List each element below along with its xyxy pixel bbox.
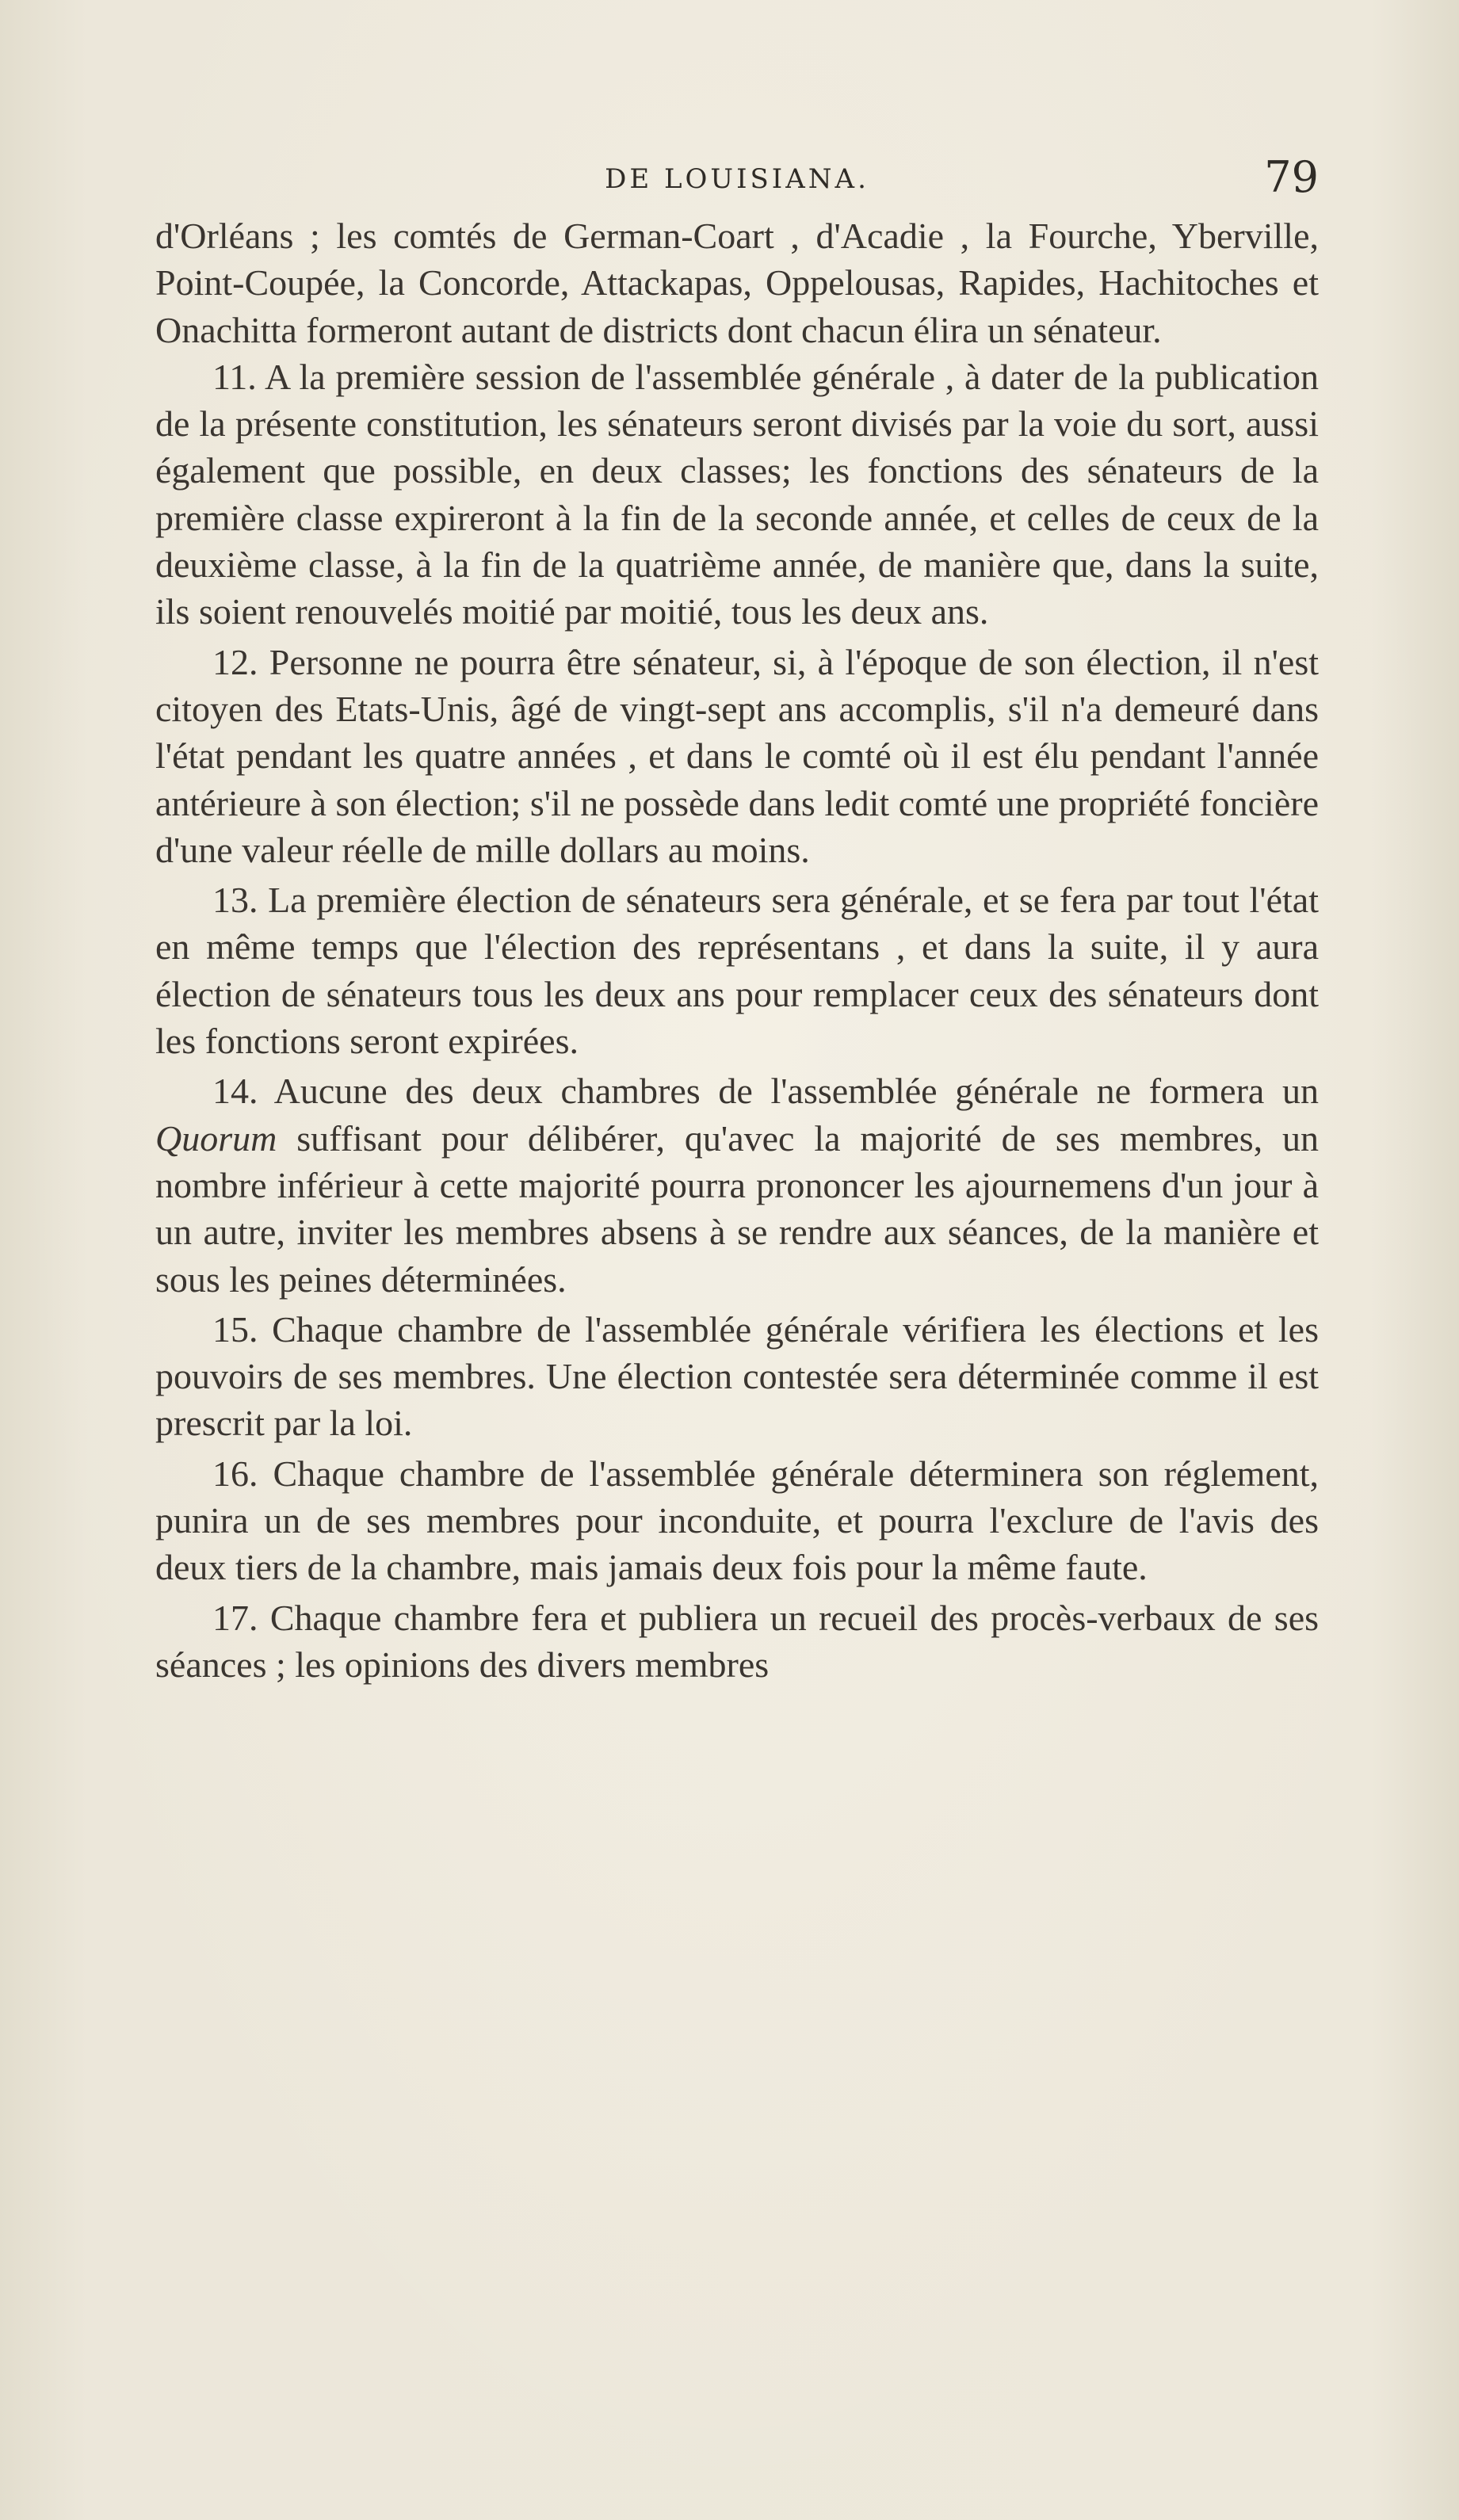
- paragraph-continuation: [155, 212, 1319, 353]
- page-header: [151, 152, 1323, 203]
- article-number: 11.: [212, 356, 257, 397]
- article-number: 15.: [212, 1308, 258, 1350]
- article-17: [155, 1594, 1319, 1689]
- article-text-before: Aucune des deux chambres de l'assemblée générale ne formera un: [273, 1071, 1319, 1112]
- article-text: Chaque chambre fera et publiera un recueil des procès-verbaux de ses séances ; les opinions des divers membres: [155, 1597, 1320, 1685]
- article-text: A la première session de l'assemblée générale , à dater de la publication de la présente constitution, les sénateurs seront divisés par la voie du sort, aussi également que possible, en deux classes; les fonctions des sénateurs de la première classe expireront à la fin de la seconde année, et celles de ceux de la deuxième classe, à la fin de la quatrième année, de manière que, dans la suite, ils soient renouvelés moitié par moitié, tous les deux ans.: [155, 356, 1319, 632]
- article-13: [155, 876, 1319, 1064]
- article-text: La première élection de sénateurs sera générale, et se fera par tout l'état en même temps que l'élection des représentans , et dans la suite, il y aura élection de sénateurs tous les deux ans pour remplacer ceux des sénateurs dont les fonctions seront expirées.: [155, 880, 1319, 1062]
- article-14: [155, 1067, 1319, 1302]
- article-number: 14.: [212, 1071, 258, 1112]
- article-number: 17.: [212, 1597, 258, 1638]
- article-number: 16.: [212, 1453, 258, 1494]
- article-text-italic: Quorum: [155, 1117, 277, 1159]
- article-number: 13.: [212, 880, 258, 921]
- paragraph-text: d'Orléans ; les comtés de German-Coart , d'Acadie , la Fourche, Yberville, Point-Coupée, la Concorde, Attackapas, Oppelousas, Rapides, Hachitoches et Onachitta formeront autant de districts dont chacun élira un sénateur.: [155, 216, 1319, 350]
- article-16: [155, 1450, 1319, 1591]
- article-text-after: suffisant pour délibérer, qu'avec la majorité de ses membres, un nombre inférieur à cette majorité pourra prononcer les ajournemens d'un jour à un autre, inviter les membres absens à se rendre aux séances, de la manière et sous les peines déterminées.: [155, 1117, 1319, 1300]
- page-number: 79: [1264, 152, 1319, 202]
- article-number: 12.: [212, 641, 258, 682]
- article-12: [155, 639, 1319, 873]
- running-head: DE LOUISIANA.: [605, 163, 869, 195]
- article-15: [155, 1306, 1319, 1447]
- article-text: Chaque chambre de l'assemblée générale vérifiera les élections et les pouvoirs de ses membres. Une élection contestée sera déterminée comme il est prescrit par la loi.: [155, 1308, 1319, 1444]
- body-text: [155, 212, 1319, 1688]
- article-text: Personne ne pourra être sénateur, si, à l'époque de son élection, il n'est citoyen des Etats-Unis, âgé de vingt-sept ans accomplis, s'il n'a demeuré dans l'état pendant les quatre années , et dans le comté où il est élu pendant l'année antérieure à son élection; s'il ne possède dans ledit comté une propriété foncière d'une valeur réelle de mille dollars au moins.: [155, 641, 1320, 870]
- article-text: Chaque chambre de l'assemblée générale déterminera son réglement, punira un de ses membres pour inconduite, et pourra l'exclure de l'avis des deux tiers de la chambre, mais jamais deux fois pour la même faute.: [155, 1453, 1320, 1588]
- article-11: [155, 353, 1319, 636]
